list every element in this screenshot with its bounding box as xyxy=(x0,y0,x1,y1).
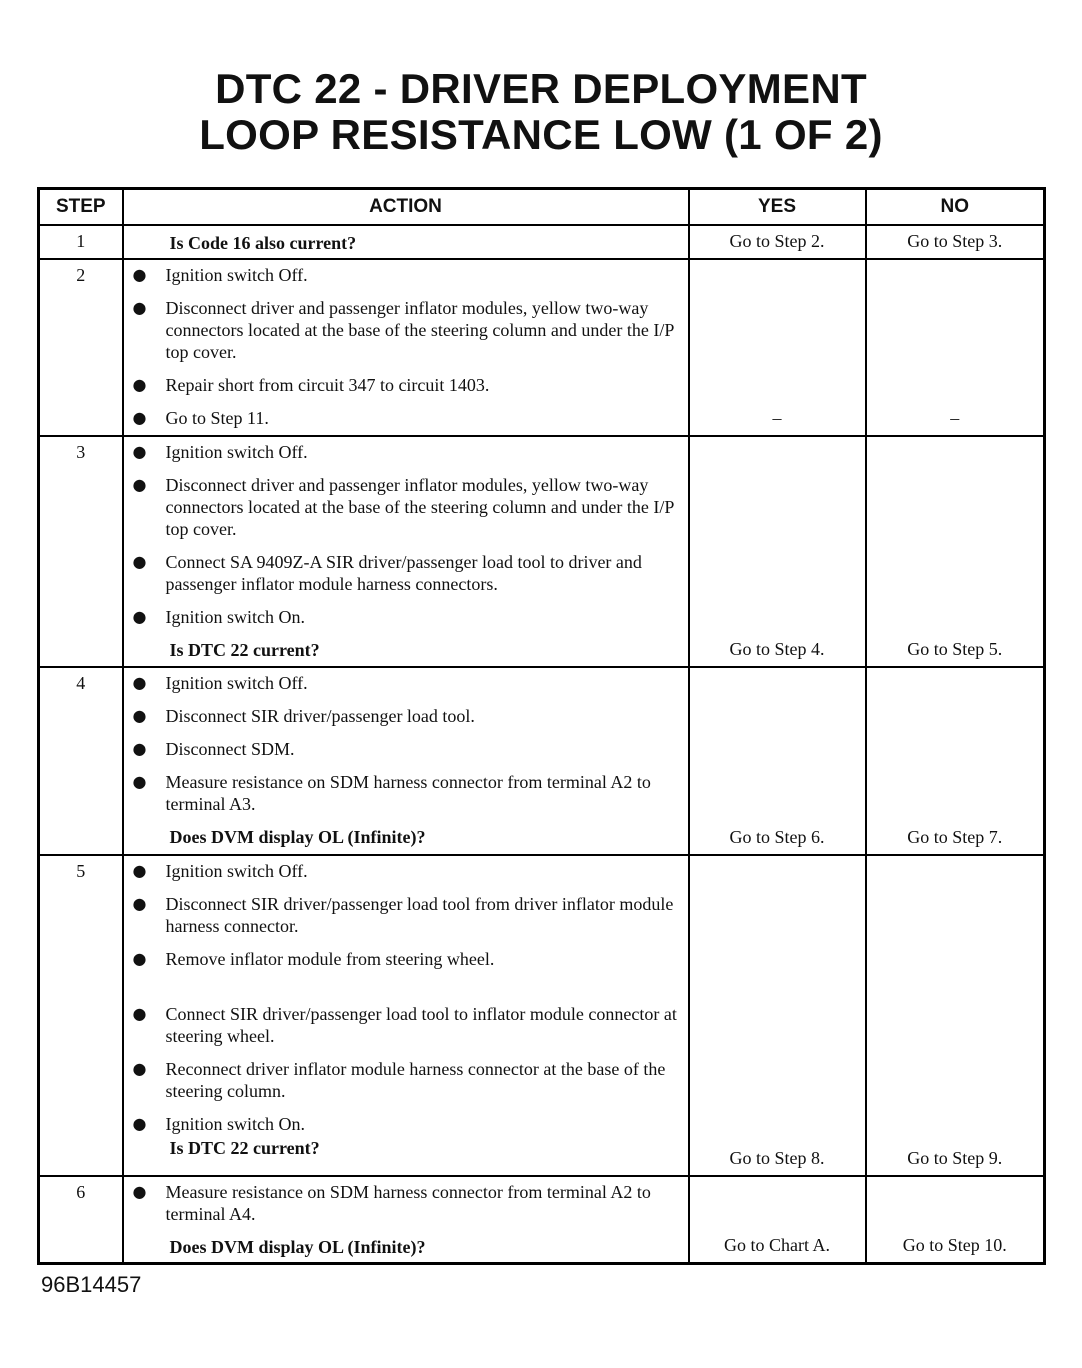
table-row xyxy=(39,1176,1045,1264)
action-cell xyxy=(123,225,689,259)
title-line-2: LOOP RESISTANCE LOW (1 OF 2) xyxy=(199,111,883,158)
header-yes: YES xyxy=(689,189,866,226)
action-item: ● Repair short from circuit 347 to circuit 1403. xyxy=(132,375,490,395)
yes-cell: Go to Step 2. xyxy=(689,225,866,259)
step-number: 5 xyxy=(39,855,123,1176)
no-cell: Go to Step 9. xyxy=(866,855,1045,1176)
header-no: NO xyxy=(866,189,1045,226)
bullet-icon: ● xyxy=(132,1059,147,1078)
yes-cell: Go to Chart A. xyxy=(689,1176,866,1264)
bullet-icon: ● xyxy=(132,706,147,725)
action-cell xyxy=(123,1176,689,1264)
action-cell xyxy=(123,855,689,1176)
title-line-1: DTC 22 - DRIVER DEPLOYMENT xyxy=(215,65,867,112)
action-item: ● Go to Step 11. xyxy=(132,408,269,428)
no-cell: Go to Step 5. xyxy=(866,436,1045,667)
table-row xyxy=(39,436,1045,667)
action-cell xyxy=(123,259,689,436)
step-question: Does DVM display OL (Infinite)? xyxy=(169,1237,426,1257)
action-item: ● Connect SA 9409Z-A SIR driver/passenger load tool to driver and passenger inflator module harness connectors. xyxy=(132,552,642,594)
no-cell: – xyxy=(866,259,1045,436)
yes-cell: Go to Step 4. xyxy=(689,436,866,667)
action-cell xyxy=(123,667,689,855)
bullet-icon: ● xyxy=(132,739,147,758)
action-item: ● Measure resistance on SDM harness connector from terminal A2 to terminal A4. xyxy=(132,1182,651,1224)
bullet-icon: ● xyxy=(132,673,147,692)
table-row xyxy=(39,667,1045,855)
step-number: 6 xyxy=(39,1176,123,1264)
action-item: ● Ignition switch Off. xyxy=(132,673,308,693)
step-question: Is DTC 22 current? xyxy=(169,1138,320,1158)
bullet-icon: ● xyxy=(132,894,147,913)
header-action: ACTION xyxy=(123,189,689,226)
step-question: Is DTC 22 current? xyxy=(169,640,320,660)
bullet-icon: ● xyxy=(132,607,147,626)
bullet-icon: ● xyxy=(132,552,147,571)
bullet-icon: ● xyxy=(132,298,147,317)
bullet-icon: ● xyxy=(132,265,147,284)
no-cell: Go to Step 7. xyxy=(866,667,1045,855)
table-row xyxy=(39,855,1045,1176)
step-question: Is Code 16 also current? xyxy=(169,233,357,253)
table-row xyxy=(39,225,1045,259)
action-item: ● Ignition switch Off. xyxy=(132,265,308,285)
action-item: ● Disconnect SIR driver/passenger load tool from driver inflator module harness connector. xyxy=(132,894,674,936)
bullet-icon: ● xyxy=(132,408,147,427)
action-item: ● Ignition switch Off. xyxy=(132,442,308,462)
figure-id: 96B14457 xyxy=(41,1272,142,1297)
action-item: ● Ignition switch On. xyxy=(132,1114,305,1134)
bullet-icon: ● xyxy=(132,1004,147,1023)
bullet-icon: ● xyxy=(132,442,147,461)
table-row xyxy=(39,259,1045,436)
bullet-icon: ● xyxy=(132,772,147,791)
step-question: Does DVM display OL (Infinite)? xyxy=(169,827,426,847)
bullet-icon: ● xyxy=(132,949,147,968)
step-number: 1 xyxy=(39,225,123,259)
yes-cell: Go to Step 6. xyxy=(689,667,866,855)
document-title xyxy=(0,66,1082,158)
yes-cell: – xyxy=(689,259,866,436)
bullet-icon: ● xyxy=(132,1114,147,1133)
header-step: STEP xyxy=(39,189,123,226)
action-item: ● Disconnect driver and passenger inflator modules, yellow two-way connectors located at the base of the steering column and under the I/P top cover. xyxy=(132,298,674,362)
bullet-icon: ● xyxy=(132,861,147,880)
diagnostic-table xyxy=(37,187,1046,1265)
action-item: ● Reconnect driver inflator module harness connector at the base of the steering column. xyxy=(132,1059,666,1101)
action-item: ● Ignition switch Off. xyxy=(132,861,308,881)
bullet-icon: ● xyxy=(132,475,147,494)
bullet-icon: ● xyxy=(132,1182,147,1201)
action-item: ● Disconnect driver and passenger inflator modules, yellow two-way connectors located at the base of the steering column and under the I/P top cover. xyxy=(132,475,674,539)
action-item: ● Remove inflator module from steering wheel. xyxy=(132,949,495,969)
step-number: 2 xyxy=(39,259,123,436)
no-cell: Go to Step 10. xyxy=(866,1176,1045,1264)
bullet-icon: ● xyxy=(132,375,147,394)
table-header-row xyxy=(39,189,1045,226)
action-item: ● Disconnect SIR driver/passenger load tool. xyxy=(132,706,475,726)
action-item: ● Measure resistance on SDM harness connector from terminal A2 to terminal A3. xyxy=(132,772,651,814)
action-item: ● Ignition switch On. xyxy=(132,607,305,627)
step-number: 3 xyxy=(39,436,123,667)
no-cell: Go to Step 3. xyxy=(866,225,1045,259)
action-item: ● Disconnect SDM. xyxy=(132,739,295,759)
yes-cell: Go to Step 8. xyxy=(689,855,866,1176)
action-cell xyxy=(123,436,689,667)
step-number: 4 xyxy=(39,667,123,855)
action-item: ● Connect SIR driver/passenger load tool to inflator module connector at steering wheel. xyxy=(132,1004,677,1046)
